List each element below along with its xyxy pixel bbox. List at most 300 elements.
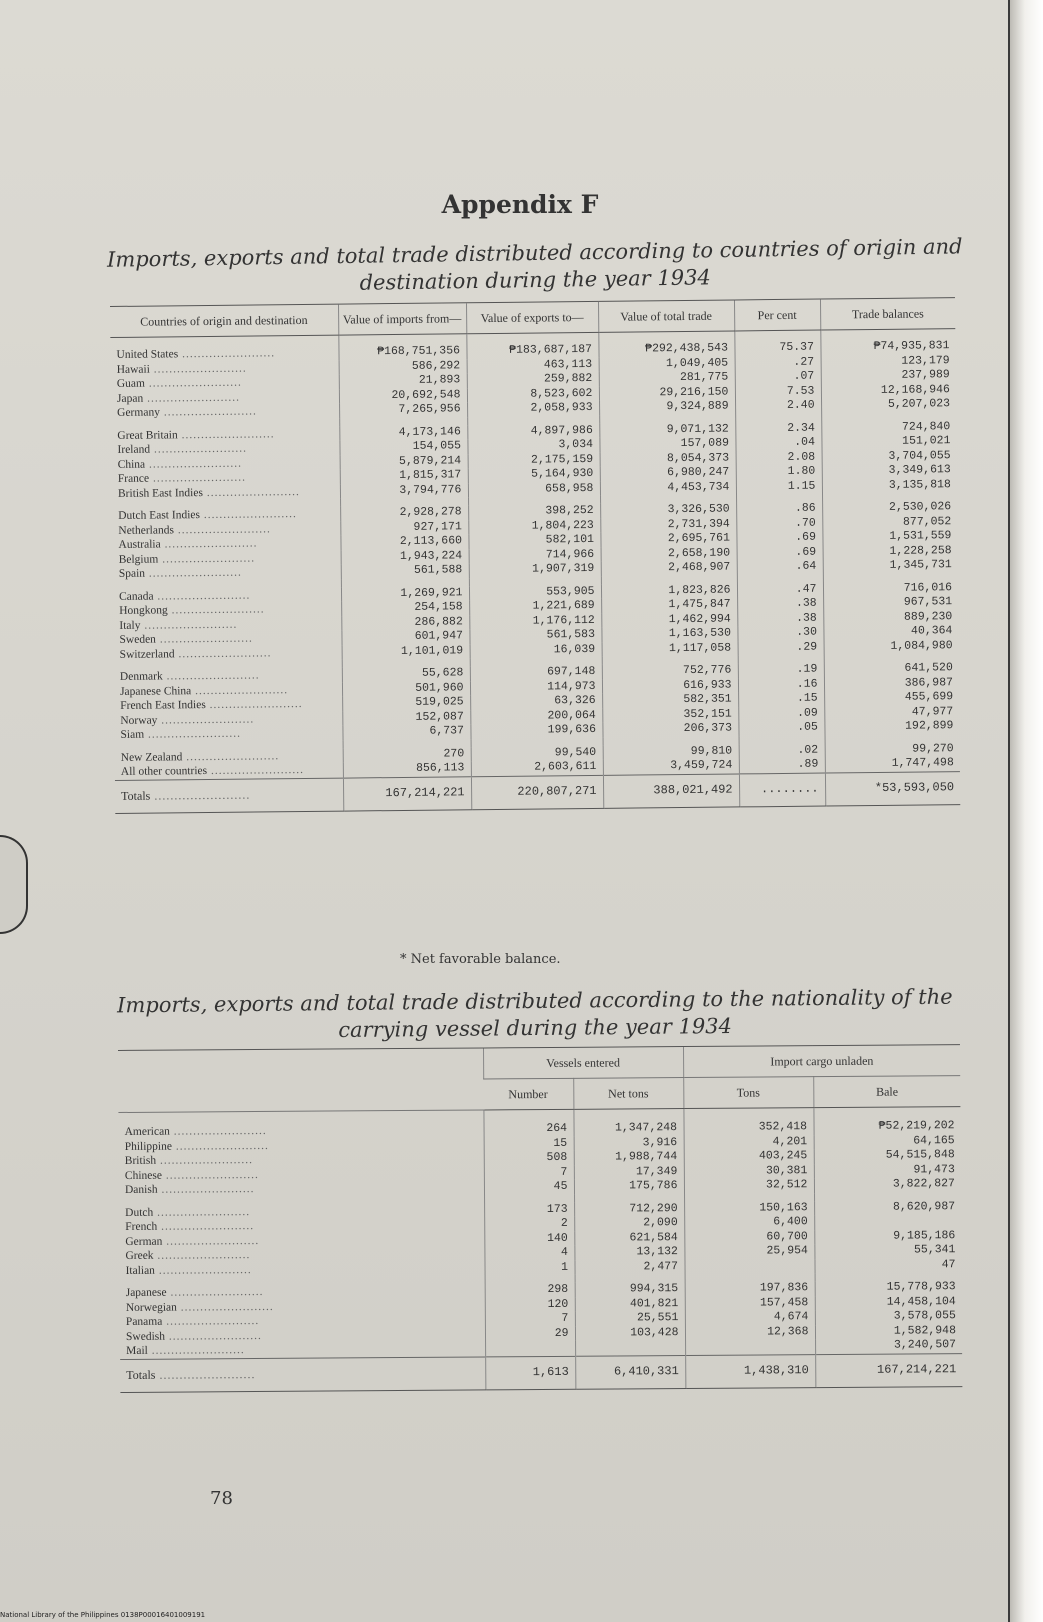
leader-dots: ........................	[145, 457, 243, 471]
exports-cell: 463,113	[467, 357, 599, 373]
nationality-cell-text: Philippine	[124, 1140, 172, 1153]
exports-cell: 1,221,689	[469, 599, 601, 615]
exports-cell: 658,958	[468, 481, 600, 497]
vessel-number-cell: 1	[484, 1260, 574, 1275]
imports-cell: 1,943,224	[341, 549, 469, 565]
exports-cell: 3,034	[467, 438, 599, 454]
country-cell-text: Japan	[116, 392, 144, 405]
trade-balance-cell: 99,270	[825, 742, 960, 758]
country-cell-text: Guam	[116, 377, 145, 390]
country-cell	[110, 335, 338, 362]
country-cell-text: Norway	[120, 714, 158, 727]
leader-dots: ........................	[174, 646, 272, 660]
trade-balance-cell: 1,228,258	[823, 544, 958, 560]
country-cell-text: All other countries	[120, 765, 208, 778]
leader-dots: ........................	[149, 362, 247, 376]
net-tons-cell	[575, 1340, 685, 1356]
trade-balance-cell: 3,135,818	[822, 478, 957, 494]
header-trade-balances: Trade balances	[820, 298, 955, 330]
leader-dots: ........................	[153, 1205, 251, 1219]
exports-cell: 4,897,986	[467, 423, 599, 439]
cargo-tons-cell: 197,836	[685, 1281, 815, 1296]
nationality-cell-text: Danish	[124, 1183, 158, 1196]
exports-cell: ₱183,687,187	[466, 332, 598, 358]
total-trade-cell: ₱292,438,543	[598, 331, 734, 357]
leader-dots: ........................	[155, 1366, 256, 1382]
country-cell-text: Hongkong	[119, 604, 168, 617]
header-number: Number	[483, 1078, 573, 1110]
percent-cell: .05	[738, 721, 824, 736]
total-trade-cell: 2,658,190	[601, 546, 737, 562]
leader-dots: ........................	[147, 1344, 245, 1357]
exports-cell: 582,101	[468, 533, 600, 549]
cargo-tons-total: 1,438,310	[685, 1354, 815, 1388]
percent-cell: .89	[739, 758, 825, 774]
cargo-tons-cell: 25,954	[684, 1244, 814, 1259]
header-bale: Bale	[813, 1076, 960, 1108]
library-footer: National Library of the Philippines 0138P00016401009191	[0, 1611, 206, 1619]
total-trade-cell: 8,054,373	[600, 451, 736, 467]
exports-cell: 561,583	[469, 628, 601, 644]
cargo-bale-total: 167,214,221	[815, 1353, 962, 1388]
imports-cell: 1,101,019	[342, 644, 470, 660]
percent-cell: .47	[737, 582, 823, 597]
imports-cell: 6,737	[342, 724, 470, 740]
table1-body	[110, 329, 960, 814]
nationality-cell-text: Japanese	[125, 1286, 167, 1299]
percent-cell: .38	[737, 611, 823, 626]
leader-dots: ........................	[161, 1168, 259, 1182]
leader-dots: ........................	[178, 347, 276, 361]
net-tons-cell: 13,132	[574, 1245, 684, 1260]
net-tons-cell: 2,477	[574, 1260, 684, 1275]
exports-cell: 697,148	[470, 665, 602, 681]
country-cell-text: Denmark	[119, 670, 163, 683]
total-trade-cell: 9,324,889	[599, 399, 735, 415]
vessel-number-cell: 508	[484, 1151, 574, 1166]
cargo-tons-cell	[685, 1339, 815, 1355]
leader-dots: ........................	[169, 1124, 267, 1138]
exports-cell: 16,039	[470, 642, 602, 658]
net-tons-cell: 3,916	[574, 1136, 684, 1151]
total-trade-cell: 616,933	[602, 678, 738, 694]
trade-balance-cell: 877,052	[822, 515, 957, 531]
leader-dots: ........................	[157, 713, 255, 727]
trade-balance-cell: 386,987	[824, 676, 959, 692]
vessel-number-cell: 7	[485, 1312, 575, 1327]
nationality-cell-text: Chinese	[124, 1169, 162, 1182]
nationality-cell-text: Italian	[125, 1264, 155, 1277]
net-tons-cell: 25,551	[575, 1311, 685, 1326]
exports-cell: 553,905	[469, 584, 601, 600]
imports-cell: 519,025	[342, 695, 470, 711]
leader-dots: ........................	[140, 618, 238, 632]
percent-cell: .69	[736, 531, 822, 546]
country-cell-text: Belgium	[118, 553, 159, 566]
country-cell-text: Australia	[118, 538, 161, 551]
total-trade-cell: 582,351	[602, 692, 738, 708]
cargo-tons-cell: 30,381	[684, 1164, 814, 1179]
trade-balance-cell: 47,977	[824, 705, 959, 721]
total-trade-cell: 206,373	[602, 721, 738, 737]
book-spine	[1008, 0, 1043, 1622]
leader-dots: ........................	[199, 508, 297, 522]
cargo-bale-cell: 8,620,987	[814, 1200, 961, 1216]
cargo-bale-cell: 47	[814, 1258, 961, 1274]
table2-header	[118, 1045, 960, 1113]
country-cell-text: Hawaii	[116, 363, 150, 376]
nationality-cell-text: Greek	[125, 1249, 154, 1262]
percent-cell: .27	[735, 355, 821, 370]
net-tons-total: 6,410,331	[575, 1355, 685, 1389]
balance-total: *53,593,050	[825, 771, 960, 806]
total-trade-cell: 752,776	[602, 663, 738, 679]
imports-cell: 561,588	[341, 563, 469, 579]
header-net-tons: Net tons	[573, 1078, 683, 1110]
appendix-title: Appendix F	[441, 190, 599, 219]
percent-cell: 2.08	[736, 450, 822, 465]
total-trade-cell: 1,462,994	[601, 612, 737, 628]
country-cell-text: Netherlands	[118, 523, 174, 537]
table1-caption: Imports, exports and total trade distributed according to countries of origin and destination during the year 1934	[106, 234, 963, 295]
vessel-number-cell: 120	[485, 1297, 575, 1312]
exports-cell: 63,326	[470, 694, 602, 710]
cargo-bale-cell: 64,165	[814, 1134, 961, 1150]
vessel-number-cell	[485, 1341, 575, 1357]
imports-cell: 1,815,317	[340, 468, 468, 484]
percent-cell: .09	[738, 706, 824, 721]
cargo-bale-cell: 3,578,055	[815, 1309, 962, 1325]
nationality-cell-text: Swedish	[125, 1330, 166, 1343]
cargo-tons-cell: 12,368	[685, 1325, 815, 1340]
country-cell-text: French East Indies	[120, 699, 206, 712]
total-trade-cell: 1,823,826	[601, 583, 737, 599]
leader-dots: ........................	[158, 551, 256, 566]
leader-dots: ........................	[176, 1300, 274, 1314]
header-vessels-entered: Vessels entered	[483, 1047, 683, 1079]
cargo-bale-cell: ₱52,219,202	[813, 1107, 960, 1135]
net-tons-cell: 994,315	[575, 1282, 685, 1297]
exports-cell: 5,164,930	[468, 467, 600, 483]
leader-dots: ........................	[171, 1139, 269, 1153]
exports-cell: 259,882	[467, 372, 599, 388]
leader-dots: ........................	[160, 537, 258, 551]
vessel-number-cell: 7	[484, 1165, 574, 1180]
cargo-bale-cell: 3,822,827	[814, 1177, 961, 1193]
country-cell-text: Sweden	[119, 633, 156, 646]
leader-dots: ........................	[164, 1329, 262, 1343]
exports-cell: 398,252	[468, 504, 600, 520]
total-trade-cell: 157,089	[599, 436, 735, 452]
cargo-tons-cell: 150,163	[684, 1201, 814, 1216]
country-cell-text: France	[117, 472, 150, 485]
imports-cell: 286,882	[341, 615, 469, 631]
leader-dots: ........................	[207, 763, 305, 778]
exports-total: 220,807,271	[471, 775, 603, 810]
exports-cell: 199,636	[470, 723, 602, 739]
total-trade-cell: 2,695,761	[600, 531, 736, 547]
net-tons-cell: 175,786	[574, 1179, 684, 1194]
imports-cell: 3,794,776	[340, 483, 468, 499]
cargo-tons-cell: 32,512	[684, 1178, 814, 1193]
totals-label	[115, 778, 343, 814]
trade-balance-cell: 1,345,731	[823, 558, 958, 574]
header-import-cargo-unladen: Import cargo unladen	[683, 1045, 960, 1078]
net-tons-cell: 2,090	[574, 1216, 684, 1231]
percent-cell: 75.37	[734, 330, 820, 356]
percent-cell: .64	[737, 560, 823, 575]
leader-dots: ........................	[167, 603, 265, 617]
total-trade-cell: 1,117,058	[602, 641, 738, 657]
country-cell-text: Canada	[118, 590, 154, 603]
page-number: 78	[210, 1488, 233, 1509]
vessel-number-cell: 298	[485, 1283, 575, 1298]
percent-cell: .04	[735, 436, 821, 451]
percent-cell: .69	[737, 545, 823, 560]
trade-balance-cell: 641,520	[824, 661, 959, 677]
leader-dots: ........................	[154, 1263, 252, 1277]
country-cell-text: British East Indies	[117, 486, 203, 500]
imports-cell: 1,269,921	[341, 586, 469, 602]
imports-cell: 154,055	[339, 439, 467, 455]
trade-by-vessel-nationality-table	[118, 1044, 962, 1393]
trade-balance-cell: 151,021	[821, 434, 956, 450]
net-tons-cell: 621,584	[574, 1231, 684, 1246]
leader-dots: ........................	[177, 427, 275, 441]
trade-balance-cell: 3,349,613	[822, 463, 957, 479]
total-trade-cell: 1,049,405	[599, 356, 735, 372]
leader-dots: ........................	[182, 749, 280, 763]
trade-balance-cell: 12,168,946	[821, 383, 956, 399]
cargo-bale-cell: 54,515,848	[814, 1148, 961, 1164]
trade-by-country-table	[110, 297, 960, 814]
vessel-number-cell: 29	[485, 1326, 575, 1341]
cargo-bale-cell: 91,473	[814, 1163, 961, 1179]
nationality-cell-text: American	[124, 1125, 170, 1138]
leader-dots: ........................	[202, 485, 300, 499]
imports-cell: 55,628	[342, 666, 470, 682]
page-edge-tab	[0, 835, 28, 934]
net-tons-cell: 712,290	[574, 1202, 684, 1217]
percent-cell: .15	[738, 692, 824, 707]
leader-dots: ........................	[156, 1154, 254, 1167]
vessel-number-cell: 45	[484, 1180, 574, 1195]
vessel-number-cell: 173	[484, 1202, 574, 1217]
header-per-cent: Per cent	[734, 299, 820, 331]
trade-balance-cell: 2,530,026	[822, 500, 957, 516]
percent-cell: .07	[735, 370, 821, 385]
vessel-number-cell: 140	[484, 1231, 574, 1246]
exports-cell: 99,540	[471, 745, 603, 761]
leader-dots: ........................	[162, 1315, 260, 1328]
imports-cell: 20,692,548	[339, 388, 467, 404]
cargo-bale-cell: 9,185,186	[814, 1229, 961, 1245]
trade-balance-cell: 192,899	[824, 719, 959, 735]
country-cell-text: Germany	[117, 406, 160, 419]
nationality-cell-text: German	[125, 1235, 163, 1248]
imports-total: 167,214,221	[343, 776, 471, 811]
imports-cell: 254,158	[341, 600, 469, 616]
leader-dots: ........................	[144, 376, 242, 390]
net-tons-cell: 401,821	[575, 1297, 685, 1312]
cargo-bale-cell: 14,458,104	[815, 1295, 962, 1311]
percent-cell: 2.40	[735, 399, 821, 414]
totals-label	[120, 1356, 485, 1392]
trade-balance-cell: 967,531	[823, 595, 958, 611]
total-trade-cell: 1,163,530	[601, 626, 737, 642]
percent-cell: .86	[736, 502, 822, 517]
leader-dots: ........................	[157, 1183, 255, 1196]
total-trade-cell: 9,071,132	[599, 422, 735, 438]
cargo-bale-cell: 3,240,507	[815, 1338, 962, 1354]
country-cell-text: Italy	[119, 619, 141, 632]
leader-dots: ........................	[155, 632, 253, 646]
exports-cell: 2,058,933	[467, 401, 599, 417]
nationality-cell-text: Norwegian	[125, 1301, 177, 1314]
imports-cell: 270	[343, 747, 471, 763]
percent-cell: .70	[736, 516, 822, 531]
trade-balance-cell: 455,699	[824, 690, 959, 706]
imports-cell: 21,893	[339, 373, 467, 389]
leader-dots: ........................	[162, 1234, 260, 1248]
country-cell-text: Spain	[118, 567, 146, 580]
totals-label-text: Totals	[121, 788, 151, 803]
trade-balance-cell: 1,084,980	[824, 639, 959, 655]
exports-cell: 200,064	[470, 708, 602, 724]
trade-balance-cell: 5,207,023	[821, 397, 956, 413]
leader-dots: ........................	[173, 522, 271, 536]
exports-cell: 1,907,319	[469, 562, 601, 578]
percent-total: ........	[739, 773, 825, 807]
imports-cell: 152,087	[342, 710, 470, 726]
table2-body	[118, 1107, 962, 1393]
net-tons-cell: 1,988,744	[574, 1150, 684, 1165]
leader-dots: ........................	[144, 566, 242, 580]
percent-cell: .38	[737, 597, 823, 612]
cargo-tons-cell: 4,674	[685, 1310, 815, 1325]
imports-cell: 586,292	[339, 359, 467, 375]
imports-cell: 2,928,278	[340, 505, 468, 521]
nationality-cell-text: Dutch	[125, 1206, 154, 1219]
cargo-tons-cell: 352,418	[683, 1108, 813, 1136]
leader-dots: ........................	[150, 787, 251, 803]
leader-dots: ........................	[143, 391, 241, 405]
header-tons: Tons	[683, 1077, 813, 1109]
leader-dots: ........................	[162, 669, 260, 683]
header-countries: Countries of origin and destination	[110, 304, 338, 337]
total-trade-cell: 352,151	[602, 707, 738, 723]
trade-balance-cell: ₱74,935,831	[820, 329, 955, 355]
cargo-tons-cell: 4,201	[684, 1135, 814, 1150]
country-cell-text: Dutch East Indies	[118, 509, 201, 522]
total-trade-cell: 2,731,394	[600, 517, 736, 533]
percent-cell: .02	[739, 743, 825, 758]
total-trade-cell: 2,468,907	[601, 560, 737, 576]
total-trade-cell: 1,475,847	[601, 597, 737, 613]
footnote: * Net favorable balance.	[400, 952, 561, 967]
imports-cell: 856,113	[343, 761, 471, 777]
vessel-number-cell: 15	[484, 1136, 574, 1151]
leader-dots: ........................	[149, 471, 247, 485]
cargo-tons-cell: 403,245	[684, 1149, 814, 1164]
trade-balance-cell: 716,016	[823, 581, 958, 597]
nationality-cell-text: Mail	[126, 1344, 148, 1357]
leader-dots: ........................	[144, 727, 242, 741]
exports-cell: 2,603,611	[471, 760, 603, 776]
leader-dots: ........................	[150, 442, 248, 456]
trade-balance-cell: 889,230	[823, 610, 958, 626]
percent-cell: .16	[738, 677, 824, 692]
leader-dots: ........................	[191, 683, 289, 697]
trade-balance-cell: 40,364	[823, 624, 958, 640]
percent-cell: 1.15	[736, 479, 822, 494]
trade-balance-cell: 237,989	[821, 368, 956, 384]
cargo-bale-cell	[814, 1214, 961, 1230]
country-cell-text: China	[117, 458, 146, 471]
imports-cell: 2,113,660	[340, 534, 468, 550]
exports-cell: 1,176,112	[469, 613, 601, 629]
total-trade-cell: 6,980,247	[600, 465, 736, 481]
imports-cell: 927,171	[340, 520, 468, 536]
total-trade-cell: 281,775	[599, 370, 735, 386]
country-cell-text: Great Britain	[117, 428, 178, 442]
exports-cell: 1,804,223	[468, 518, 600, 534]
exports-cell: 114,973	[470, 679, 602, 695]
leader-dots: ........................	[157, 1220, 255, 1233]
cargo-bale-cell: 55,341	[814, 1243, 961, 1259]
cargo-bale-cell: 15,778,933	[815, 1280, 962, 1296]
imports-cell: 7,265,956	[339, 402, 467, 418]
leader-dots: ........................	[159, 405, 257, 419]
total-trade-cell: 3,459,724	[603, 758, 739, 774]
percent-cell: .30	[737, 626, 823, 641]
leader-dots: ........................	[153, 589, 251, 603]
trade-balance-cell: 123,179	[821, 354, 956, 370]
trade-balance-cell: 1,747,498	[825, 756, 960, 772]
country-cell-text: Switzerland	[119, 647, 175, 661]
nationality-cell	[118, 1110, 483, 1140]
vessel-number-total: 1,613	[485, 1356, 575, 1390]
totals-row	[120, 1353, 962, 1392]
net-tons-cell: 1,347,248	[573, 1109, 683, 1137]
trade-balance-cell: 1,531,559	[822, 529, 957, 545]
total-trade-cell: 4,453,734	[600, 480, 736, 496]
net-tons-cell: 17,349	[574, 1165, 684, 1180]
country-cell-text: United States	[116, 348, 179, 361]
percent-cell: 2.34	[735, 421, 821, 436]
trade-balance-cell: 724,840	[821, 420, 956, 436]
nationality-cell-text: British	[124, 1154, 157, 1167]
imports-cell: 501,960	[342, 681, 470, 697]
leader-dots: ........................	[205, 698, 303, 712]
exports-cell: 714,966	[469, 547, 601, 563]
header-nationality	[118, 1048, 483, 1113]
percent-cell: 1.80	[736, 465, 822, 480]
country-cell-text: Siam	[120, 728, 145, 741]
exports-cell: 2,175,159	[468, 452, 600, 468]
percent-cell: .29	[738, 640, 824, 655]
leader-dots: ........................	[153, 1249, 251, 1262]
country-cell-text: Japanese China	[119, 684, 192, 698]
vessel-number-cell: 264	[483, 1109, 573, 1137]
percent-cell: 7.53	[735, 384, 821, 399]
total-trade-cell: 29,216,150	[599, 385, 735, 401]
country-cell-text: New Zealand	[120, 750, 183, 764]
cargo-tons-cell	[684, 1259, 814, 1274]
imports-cell: 601,947	[341, 629, 469, 645]
imports-cell: 5,879,214	[340, 454, 468, 470]
totals-label-text: Totals	[126, 1367, 156, 1382]
